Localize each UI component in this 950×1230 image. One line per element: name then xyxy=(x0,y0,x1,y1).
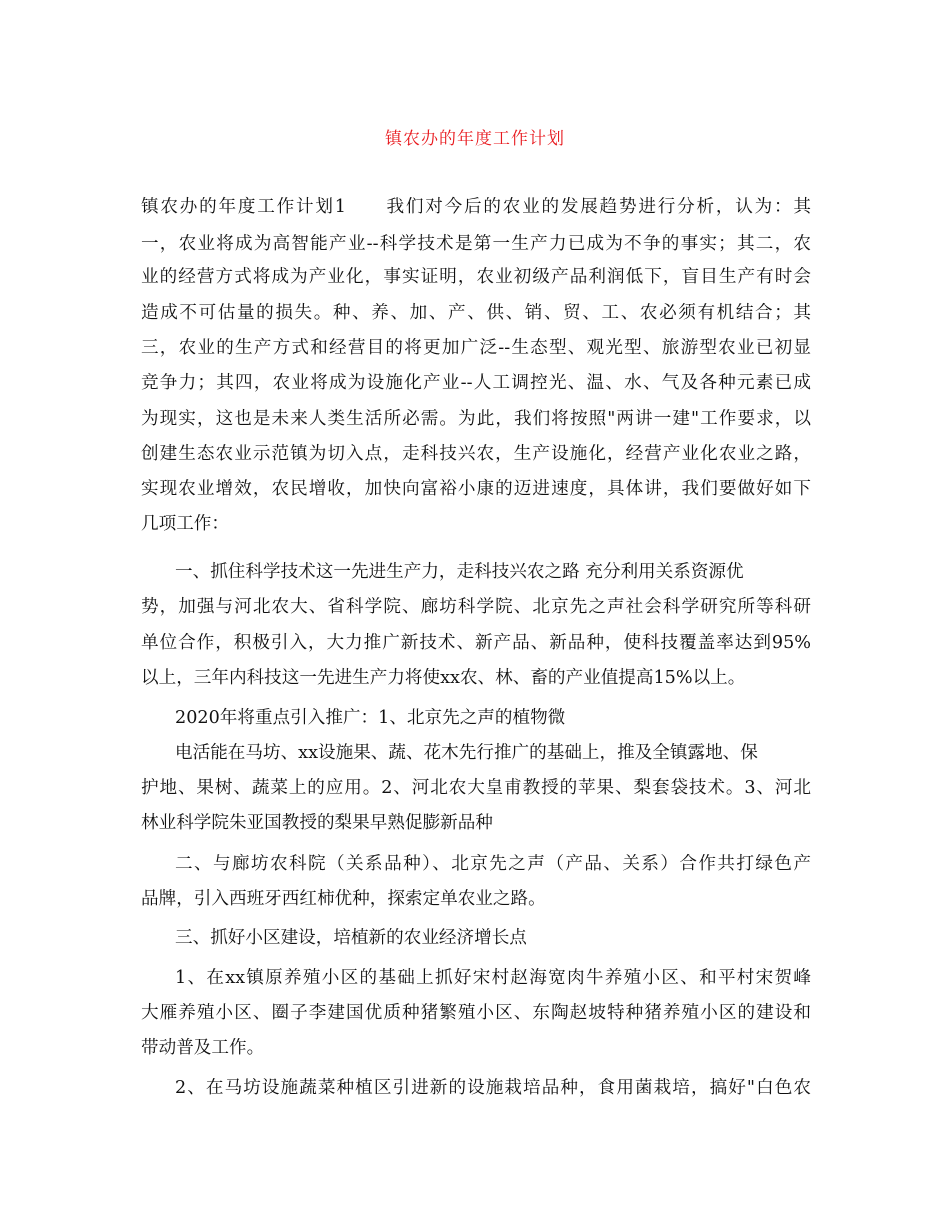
paragraph-line: 造成不可估量的损失。种、养、加、产、供、销、贸、工、农必须有机结合；其 xyxy=(141,303,811,323)
paragraph-line: 业的经营方式将成为产业化，事实证明，农业初级产品利润低下，盲目生产有时会 xyxy=(141,267,811,287)
paragraph-line: 护地、果树、蔬菜上的应用。2、河北农大皇甫教授的苹果、梨套袋技术。3、河北 xyxy=(141,778,811,798)
paragraph-line: 2020年将重点引入推广：1、北京先之声的植物微 xyxy=(175,708,566,728)
paragraph-line: 品牌，引入西班牙西红柿优种，探索定单农业之路。 xyxy=(141,889,546,909)
paragraph-line: 镇农办的年度工作计划1 我们对今后的农业的发展趋势进行分析，认为：其 xyxy=(141,197,811,217)
paragraph-line: 实现农业增效，农民增收，加快向富裕小康的迈进速度，具体讲，我们要做好如下 xyxy=(141,479,811,499)
paragraph-line: 二、与廊坊农科院（关系品种）、北京先之声（产品、关系）合作共打绿色产 xyxy=(175,854,811,874)
paragraph-line: 几项工作： xyxy=(141,514,229,534)
paragraph-line: 电活能在马坊、xx设施果、蔬、花木先行推广的基础上，推及全镇露地、保 xyxy=(175,743,758,763)
paragraph-line: 带动普及工作。 xyxy=(141,1038,265,1058)
paragraph-line: 三、抓好小区建设，培植新的农业经济增长点 xyxy=(175,928,527,948)
paragraph-line: 大雁养殖小区、圈子李建国优质种猪繁殖小区、东陶赵坡特种猪养殖小区的建设和 xyxy=(141,1003,811,1023)
paragraph-line: 一，农业将成为高智能产业--科学技术是第一生产力已成为不争的事实；其二，农 xyxy=(141,234,811,254)
paragraph-line: 2、在马坊设施蔬菜种植区引进新的设施栽培品种，食用菌栽培，搞好"白色农 xyxy=(175,1078,811,1098)
paragraph-line: 1、在xx镇原养殖小区的基础上抓好宋村赵海宽肉牛养殖小区、和平村宋贺峰 xyxy=(175,968,811,988)
document-title: 镇农办的年度工作计划 xyxy=(385,129,565,149)
paragraph-line: 势，加强与河北农大、省科学院、廊坊科学院、北京先之声社会科学研究所等科研 xyxy=(141,597,811,617)
paragraph-line: 林业科学院朱亚国教授的梨果早熟促膨新品种 xyxy=(141,813,493,833)
paragraph-line: 竞争力；其四，农业将成为设施化产业--人工调控光、温、水、气及各种元素已成 xyxy=(141,373,811,393)
paragraph-line: 以上，三年内科技这一先进生产力将使xx农、林、畜的产业值提高15%以上。 xyxy=(141,668,746,688)
paragraph-line: 单位合作，积极引入，大力推广新技术、新产品、新品种，使科技覆盖率达到95% xyxy=(141,633,811,653)
paragraph-line: 一、抓住科学技术这一先进生产力，走科技兴农之路 充分利用关系资源优 xyxy=(175,562,744,582)
paragraph-line: 创建生态农业示范镇为切入点，走科技兴农，生产设施化，经营产业化农业之路， xyxy=(141,444,811,464)
paragraph-line: 为现实，这也是未来人类生活所必需。为此，我们将按照"两讲一建"工作要求，以 xyxy=(141,409,811,429)
paragraph-line: 三，农业的生产方式和经营目的将更加广泛--生态型、观光型、旅游型农业已初显 xyxy=(141,338,811,358)
